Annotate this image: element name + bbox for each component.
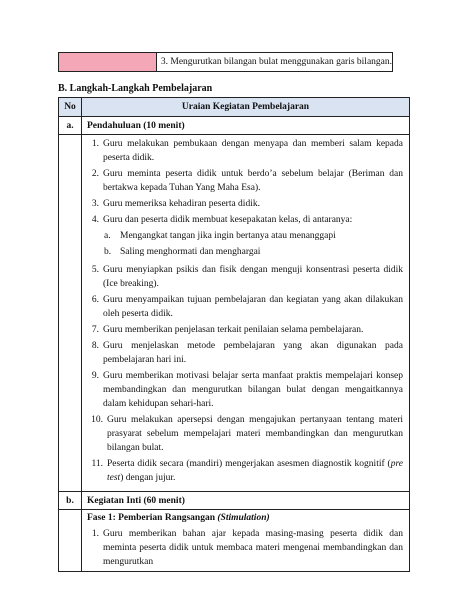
section-title: B. Langkah-Langkah Pembelajaran	[58, 83, 213, 94]
list-item: 2. Guru meminta peserta didik untuk berdo’a sebelum belajar (Beriman dan bertakwa kepada Tuhan Yang Maha Esa).	[91, 169, 403, 193]
intro-title: Pendahuluan (10 menit)	[82, 117, 410, 135]
sublist-item: a. Mengangkat tangan jika ingin bertanya atau menanggapi	[104, 231, 336, 241]
list-item: 11. Peserta didik secara (mandiri) mengerjakan asesmen diagnostik kognitif (pre test) dengan jujur.	[91, 459, 403, 483]
header-no: No	[59, 98, 82, 117]
list-item: 9. Guru memberikan motivasi belajar serta manfaat praktis mempelajari konsep membandingkan dan mengurutkan bilangan bulat dengan mengaitkannya dalam kehidupan sehari-hari.	[91, 371, 403, 409]
core-title: Kegiatan Inti (60 menit)	[82, 492, 410, 510]
list-item: 1. Guru melakukan pembukaan dengan menyapa dan memberi salam kepada peserta didik.	[91, 139, 403, 163]
phase-1-list	[82, 525, 409, 569]
phase-1-title: Fase 1: Pemberian Rangsangan (Stimulation)	[87, 513, 270, 523]
list-item: 1. Guru memberikan bahan ajar kepada masing-masing peserta didik dan meminta peserta didik untuk membaca materi mengenai membandingkan dan mengurutkan	[91, 529, 403, 567]
sublist-item: b. Saling menghormati dan menghargai	[104, 247, 261, 257]
list-item: 4. Guru dan peserta didik membuat kesepakatan kelas, di antaranya: a. Mengangkat tangan jika ingin bertanya atau menanggapi b. Saling menghormati dan menghargai	[86, 213, 403, 261]
class-agreement-sublist	[86, 229, 403, 261]
objective-item	[156, 53, 392, 72]
header-description: Uraian Kegiatan Pembelajaran	[82, 98, 410, 117]
intro-content-row	[59, 135, 410, 492]
core-heading-row	[59, 492, 410, 510]
learning-steps-table	[58, 97, 410, 572]
objective-number: 3.	[160, 57, 169, 67]
list-item: 5. Guru menyiapkan psikis dan fisik dengan menguji konsentrasi peserta didik (Ice breaking).	[91, 265, 403, 289]
table-header-row	[59, 98, 410, 117]
highlighted-cell	[59, 53, 157, 72]
list-item: 6. Guru menyampaikan tujuan pembelajaran dan kegiatan yang akan dilakukan oleh peserta didik.	[91, 295, 403, 319]
list-item: 3. Guru memeriksa kehadiran peserta didik.	[91, 199, 260, 209]
intro-number: a.	[59, 117, 82, 135]
previous-table-fragment	[58, 52, 393, 72]
core-number: b.	[59, 492, 82, 510]
intro-heading-row	[59, 117, 410, 135]
list-item: 10. Guru melakukan apersepsi dengan mengajukan pertanyaan tentang materi prasyarat sebelum mempelajari materi membandingkan dan mengurutkan bilangan bulat.	[91, 415, 403, 453]
objective-text: Mengurutkan bilangan bulat menggunakan garis bilangan.	[170, 57, 392, 67]
list-item: 8. Guru menjelaskan metode pembelajaran yang akan digunakan pada pembelajaran hari ini.	[91, 341, 403, 365]
intro-list	[82, 135, 409, 491]
core-content-row	[59, 510, 410, 572]
list-item: 7. Guru memberikan penjelasan terkait penilaian selama pembelajaran.	[91, 325, 364, 335]
